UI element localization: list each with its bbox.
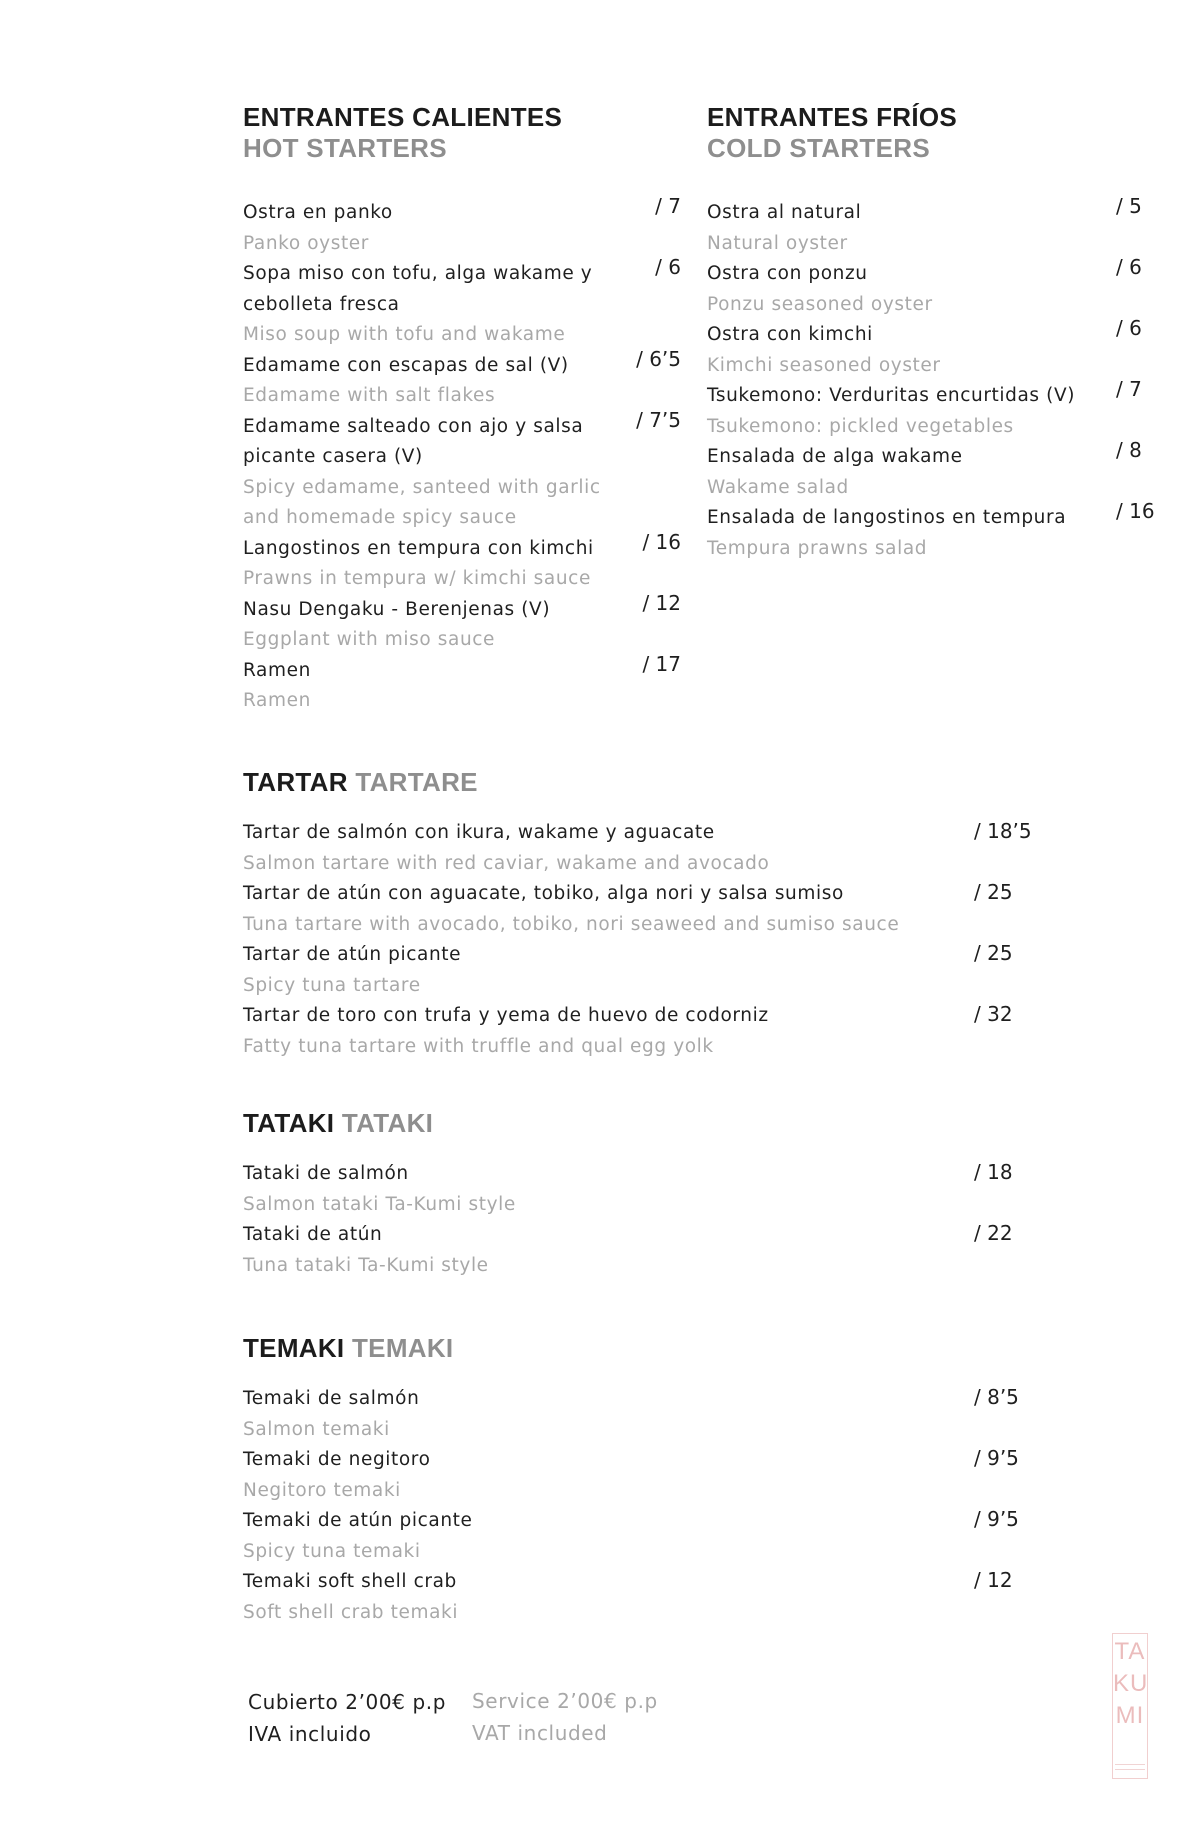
item-name-en: Salmon temaki bbox=[243, 1418, 390, 1440]
menu-item bbox=[243, 818, 1032, 879]
item-name-es: Nasu Dengaku - Berenjenas (V) bbox=[243, 598, 551, 620]
tataki-section bbox=[243, 1108, 1023, 1281]
tartar-title-en: TARTARE bbox=[355, 767, 478, 797]
menu-item bbox=[707, 377, 1167, 442]
menu-item bbox=[243, 1001, 1023, 1062]
item-name-en: Natural oyster bbox=[707, 232, 848, 254]
item-name-en: Eggplant with miso sauce bbox=[243, 629, 496, 650]
temaki-list bbox=[243, 1384, 1023, 1628]
menu-item bbox=[243, 1159, 1023, 1220]
menu-item bbox=[243, 194, 681, 259]
cold-starters-title-en: COLD STARTERS bbox=[707, 133, 930, 163]
item-price: / 25 bbox=[974, 880, 1013, 904]
item-name-es: Langostinos en tempura con kimchi bbox=[243, 537, 594, 559]
tataki-list bbox=[243, 1159, 1023, 1281]
item-price: / 9’5 bbox=[974, 1446, 1019, 1470]
logo-line-3: MI bbox=[1115, 1702, 1145, 1729]
item-name-en: Tuna tataki Ta-Kumi style bbox=[243, 1254, 489, 1276]
item-name-es: Ensalada de langostinos en tempura bbox=[707, 507, 1067, 528]
item-price: / 8’5 bbox=[974, 1385, 1019, 1409]
menu-item bbox=[243, 1567, 1023, 1628]
menu-item bbox=[243, 1445, 1023, 1506]
menu-item bbox=[243, 529, 681, 595]
item-name-es: Ostra en panko bbox=[243, 202, 393, 223]
menu-item bbox=[243, 407, 681, 534]
item-name-es: Edamame con escapas de sal (V) bbox=[243, 354, 569, 376]
item-name-en: Spicy edamame, santeed with garlic and homemade spicy sauce bbox=[243, 476, 601, 528]
logo-subtitle-lines bbox=[1115, 1760, 1145, 1774]
tataki-title-en: TATAKI bbox=[341, 1108, 434, 1138]
cover-charge-es: Cubierto 2’00€ p.p bbox=[248, 1690, 447, 1714]
item-name-en: Spicy tuna tartare bbox=[243, 974, 421, 996]
tartar-title bbox=[243, 767, 1023, 798]
item-name-es: Temaki soft shell crab bbox=[243, 1571, 457, 1592]
item-name-en: Ponzu seasoned oyster bbox=[707, 293, 933, 315]
item-price: / 5 bbox=[1116, 194, 1142, 218]
menu-item bbox=[243, 346, 681, 412]
item-name-en: Salmon tataki Ta-Kumi style bbox=[243, 1193, 516, 1215]
item-price: / 32 bbox=[974, 1002, 1013, 1026]
menu-item bbox=[243, 879, 1023, 940]
menu-item bbox=[707, 499, 1167, 564]
tartar-list bbox=[243, 818, 1032, 1062]
hot-starters-title-es: ENTRANTES CALIENTES bbox=[243, 102, 563, 132]
item-name-es: Ostra al natural bbox=[707, 202, 862, 223]
cover-charge-row bbox=[248, 1686, 658, 1718]
hot-starters-title-en: HOT STARTERS bbox=[243, 133, 447, 163]
menu-item bbox=[707, 438, 1167, 503]
menu-item bbox=[707, 194, 1167, 259]
item-name-es: Tartar de atún picante bbox=[243, 944, 462, 965]
tartar-title-es: TARTAR bbox=[243, 767, 348, 797]
item-price: / 12 bbox=[642, 590, 681, 615]
item-name-es: Ensalada de alga wakame bbox=[707, 446, 963, 467]
tartar-section bbox=[243, 767, 1032, 1062]
item-name-es: Tartar de salmón con ikura, wakame y aguacate bbox=[243, 822, 715, 843]
item-name-en: Tsukemono: pickled vegetables bbox=[707, 415, 1014, 437]
item-price: / 18 bbox=[974, 1160, 1013, 1184]
item-name-es: Tataki de salmón bbox=[243, 1163, 409, 1184]
menu-item bbox=[243, 651, 681, 717]
item-price: / 12 bbox=[974, 1568, 1013, 1592]
menu-item bbox=[243, 940, 1023, 1001]
item-price: / 18’5 bbox=[974, 819, 1032, 843]
item-price: / 25 bbox=[974, 941, 1013, 965]
vat-en: VAT included bbox=[472, 1721, 608, 1745]
item-name-es: Temaki de atún picante bbox=[243, 1510, 473, 1531]
item-name-en: Miso soup with tofu and wakame bbox=[243, 324, 566, 345]
menu-item bbox=[243, 590, 681, 656]
item-name-es: Temaki de salmón bbox=[243, 1388, 420, 1409]
item-name-en: Ramen bbox=[243, 690, 311, 711]
tataki-title-es: TATAKI bbox=[243, 1108, 335, 1138]
item-name-en: Soft shell crab temaki bbox=[243, 1601, 459, 1623]
menu-item bbox=[707, 316, 1167, 381]
item-name-es: Ramen bbox=[243, 659, 311, 681]
tataki-title bbox=[243, 1108, 1023, 1139]
item-name-en: Wakame salad bbox=[707, 476, 849, 498]
item-price: / 16 bbox=[642, 529, 681, 554]
item-price: / 7 bbox=[1116, 377, 1142, 401]
item-name-es: Temaki de negitoro bbox=[243, 1449, 431, 1470]
item-price: / 6 bbox=[1116, 255, 1142, 279]
hot-starters-list bbox=[243, 194, 681, 717]
item-name-en: Tuna tartare with avocado, tobiko, nori seaweed and sumiso sauce bbox=[243, 913, 900, 935]
menu-item bbox=[243, 1384, 1023, 1445]
item-name-es: Ostra con kimchi bbox=[707, 324, 873, 345]
item-name-en: Edamame with salt flakes bbox=[243, 385, 496, 406]
vat-es: IVA incluido bbox=[248, 1722, 372, 1746]
item-price: / 8 bbox=[1116, 438, 1142, 462]
cold-starters-section bbox=[707, 102, 1167, 564]
item-name-en: Kimchi seasoned oyster bbox=[707, 354, 941, 376]
item-price: / 6 bbox=[1116, 316, 1142, 340]
logo-line-2: KU bbox=[1113, 1670, 1149, 1697]
cold-starters-title-es: ENTRANTES FRÍOS bbox=[707, 102, 958, 132]
item-name-en: Negitoro temaki bbox=[243, 1479, 401, 1501]
item-name-es: Ostra con ponzu bbox=[707, 263, 868, 284]
menu-item bbox=[243, 255, 681, 351]
logo-line-1: TA bbox=[1114, 1638, 1146, 1665]
cover-charge-en: Service 2’00€ p.p bbox=[472, 1689, 658, 1713]
cold-starters-list bbox=[707, 194, 1167, 564]
item-price: / 16 bbox=[1116, 499, 1155, 523]
takumi-logo bbox=[1112, 1633, 1148, 1779]
item-name-es: Tsukemono: Verduritas encurtidas (V) bbox=[707, 385, 1076, 406]
item-price: / 7 bbox=[655, 194, 681, 218]
item-name-es: Sopa miso con tofu, alga wakame y cebolleta fresca bbox=[243, 263, 593, 315]
temaki-title bbox=[243, 1333, 1023, 1364]
item-name-en: Tempura prawns salad bbox=[707, 537, 928, 559]
temaki-title-en: TEMAKI bbox=[352, 1333, 454, 1363]
item-name-en: Prawns in tempura w/ kimchi sauce bbox=[243, 568, 591, 589]
item-name-en: Spicy tuna temaki bbox=[243, 1540, 421, 1562]
item-name-en: Salmon tartare with red caviar, wakame and avocado bbox=[243, 852, 770, 874]
item-name-es: Edamame salteado con ajo y salsa picante casera (V) bbox=[243, 415, 584, 467]
item-name-en: Panko oyster bbox=[243, 232, 369, 254]
item-name-en: Fatty tuna tartare with truffle and qual egg yolk bbox=[243, 1035, 714, 1057]
menu-item bbox=[707, 255, 1167, 320]
item-price: / 6’5 bbox=[636, 346, 681, 371]
item-price: / 17 bbox=[642, 651, 681, 676]
item-price: / 6 bbox=[655, 255, 681, 279]
temaki-title-es: TEMAKI bbox=[243, 1333, 345, 1363]
item-price: / 22 bbox=[974, 1221, 1013, 1245]
temaki-section bbox=[243, 1333, 1023, 1628]
item-name-es: Tartar de toro con trufa y yema de huevo de codorniz bbox=[243, 1005, 769, 1026]
item-name-es: Tartar de atún con aguacate, tobiko, alga nori y salsa sumiso bbox=[243, 883, 844, 904]
hot-starters-section bbox=[243, 102, 681, 717]
menu-item bbox=[243, 1506, 1023, 1567]
item-price: / 9’5 bbox=[974, 1507, 1019, 1531]
vat-row bbox=[248, 1718, 658, 1750]
footer-notes bbox=[248, 1686, 658, 1750]
item-price: / 7’5 bbox=[636, 407, 681, 432]
menu-item bbox=[243, 1220, 1023, 1281]
item-name-es: Tataki de atún bbox=[243, 1224, 383, 1245]
logo-text bbox=[1113, 1636, 1147, 1732]
